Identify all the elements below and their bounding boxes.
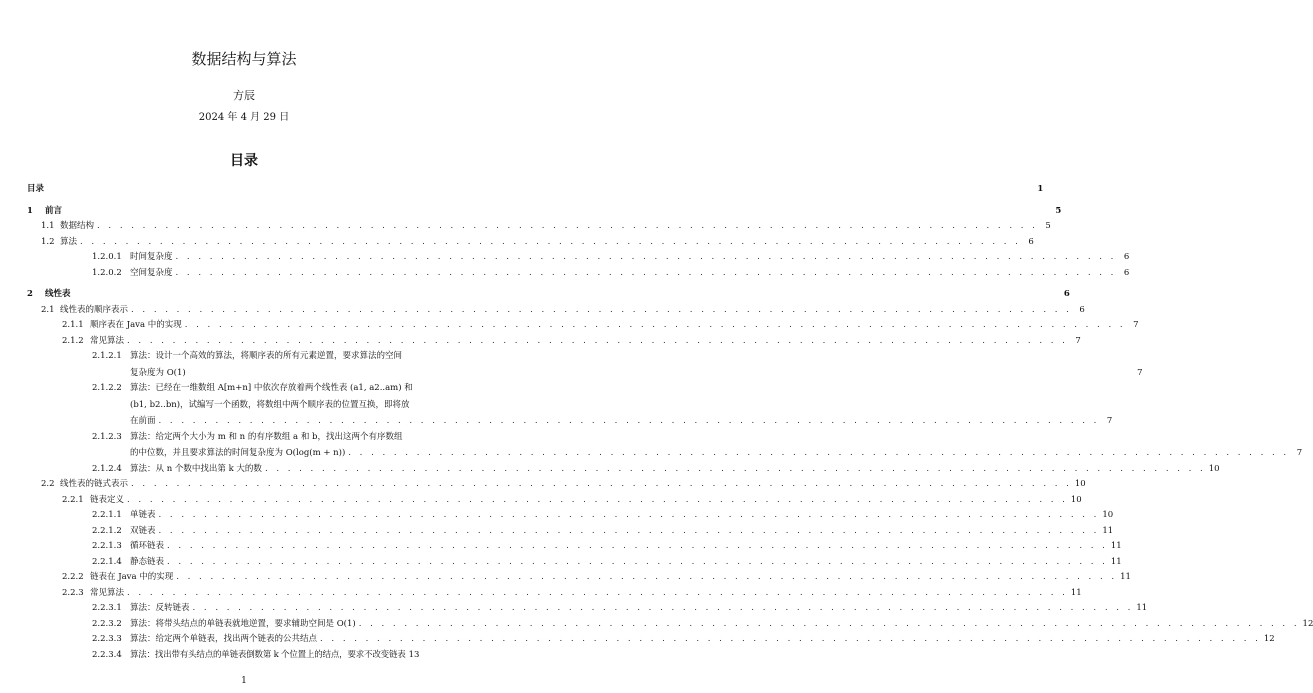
toc-entry-title: 线性表 (45, 289, 71, 299)
toc-entry-title-line: 算法：已经在一维数组 A[m+n] 中依次存放着两个线性表 (a1, a2..am) 和 (130, 383, 413, 393)
toc-entry-title: 数据结构 (60, 221, 95, 231)
toc-entry[interactable] (27, 221, 1051, 233)
toc-entry[interactable] (27, 479, 1086, 491)
toc-entry[interactable] (27, 541, 1122, 553)
toc-entry-title: 空间复杂度 (130, 267, 173, 278)
toc-entry-number: 1.2 (41, 236, 55, 247)
toc-leader-dots (80, 237, 1021, 249)
toc-entry-title-line: 算法：给定两个大小为 m 和 n 的有序数组 a 和 b，找出这两个有序数组 (130, 431, 403, 442)
toc-leader-dots (159, 416, 1100, 428)
toc-leader-dots (127, 495, 1068, 507)
toc-leader-dots (176, 268, 1117, 280)
toc-leader-dots (193, 603, 1134, 615)
toc-entry-number: 2.1 (41, 304, 55, 315)
toc-entry-page: 12 (1263, 634, 1275, 644)
toc-entry[interactable] (27, 572, 1131, 584)
toc-leader-dots (167, 557, 1108, 569)
toc-entry[interactable] (27, 252, 1130, 264)
toc-entry-number: 2.2.1.1 (92, 510, 122, 520)
toc-entry-title: 静态链表 (130, 556, 165, 567)
toc-entry-number: 2.2.1 (62, 494, 84, 505)
toc-entry-title-line: 复杂度为 O(1) (130, 367, 186, 378)
toc-entry[interactable] (27, 618, 1313, 631)
toc-entry-page: 10 (1102, 510, 1114, 520)
toc-entry-number: 2.2.1.4 (92, 556, 122, 567)
toc-leader-dots (348, 448, 1289, 460)
toc-entry-page: 10 (1070, 494, 1082, 505)
toc-entry-title: 链表定义 (90, 494, 125, 505)
toc-entry-page: 7 (1296, 448, 1303, 458)
toc-entry-number: 1.2.0.1 (92, 252, 122, 262)
toc-entry-title-line: 的中位数，并且要求算法的时间复杂度为 O(log(m + n)) (130, 448, 346, 458)
toc-entry-page: 5 (1045, 221, 1051, 231)
toc-leader-dots (167, 541, 1108, 553)
toc-entry-number: 2.1.2.2 (92, 383, 122, 393)
document-author: 方辰 (233, 89, 255, 102)
toc-heading: 目录 (230, 153, 258, 169)
toc-entry-title: 算法：将带头结点的单链表就地逆置，要求辅助空间是 O(1) (130, 618, 356, 629)
toc-entry-page: 6 (1063, 289, 1070, 299)
toc-entry-title: 单链表 (130, 510, 156, 520)
toc-leader-dots (159, 510, 1100, 522)
toc-entry-title: 常见算法 (90, 587, 125, 598)
toc-entry-body (130, 351, 1143, 379)
toc-entry-number: 2.1.2.3 (92, 431, 122, 442)
toc-entry-title: 链表在 Java 中的实现 (90, 572, 174, 582)
toc-entry-number: 2.1.1 (62, 320, 84, 330)
toc-entry-page: 7 (1133, 320, 1139, 330)
toc-entry-number: 2.2.3.4 (92, 649, 122, 660)
toc-entry-page: 11 (1110, 541, 1122, 551)
toc-entry-page: 6 (1028, 236, 1034, 247)
toc-entry-body (130, 432, 1302, 460)
toc-entry[interactable] (27, 184, 1044, 196)
toc-entry-number: 1 (27, 205, 33, 216)
toc-entry-title: 循环链表 (130, 541, 165, 551)
toc-entry[interactable] (27, 525, 1114, 538)
toc-entry-page: 11 (1110, 556, 1122, 567)
toc-entry[interactable] (27, 304, 1085, 317)
toc-entry[interactable] (27, 556, 1122, 569)
toc-entry-number: 2.2.3.1 (92, 603, 122, 613)
toc-leader-dots (359, 619, 1300, 631)
toc-entry-page: 7 (1075, 335, 1081, 346)
document-date: 2024 年 4 月 29 日 (198, 112, 290, 123)
toc-entry-page: 5 (1055, 205, 1062, 216)
toc-entry-page: 10 (1208, 463, 1220, 474)
toc-entry-page: 11 (1136, 603, 1148, 613)
toc-entry-page: 7 (1137, 367, 1143, 378)
toc-entry[interactable] (27, 634, 1275, 646)
toc-entry-title: 线性表的链式表示 (60, 479, 129, 489)
toc-entry-title: 线性表的顺序表示 (60, 304, 129, 315)
toc-leader-dots (176, 572, 1117, 584)
toc-entry-page: 6 (1079, 304, 1085, 315)
toc-entry-number: 2.2.1.2 (92, 525, 122, 536)
toc-entry-number: 2 (27, 289, 33, 299)
toc-entry-number: 2.2.1.3 (92, 541, 122, 551)
toc-entry[interactable] (27, 650, 457, 662)
toc-leader-dots (127, 588, 1068, 600)
toc-leader-dots (97, 221, 1038, 233)
toc-entry-page: 7 (1106, 416, 1113, 426)
toc-entry-page: 13 (408, 649, 420, 660)
toc-entry-page: 11 (1102, 525, 1114, 536)
toc-entry[interactable] (27, 510, 1114, 522)
toc-entry[interactable] (27, 351, 1143, 379)
toc-entry-title: 双链表 (130, 525, 156, 536)
toc-entry-title: 算法：给定两个单链表，找出两个链表的公共结点 (130, 634, 318, 644)
toc-entry-number: 2.1.2.4 (92, 463, 122, 474)
toc-entry-page: 6 (1123, 252, 1130, 262)
toc-entry-title-line: (b1, b2..bn)，试编写一个函数，将数组中两个顺序表的位置互换，即将放 (130, 399, 410, 410)
toc-leader-dots (320, 634, 1261, 646)
toc-entry[interactable] (27, 494, 1082, 507)
toc-entry-number: 2.2 (41, 479, 55, 489)
toc-entry-page: 6 (1123, 267, 1130, 278)
toc-leader-dots (127, 336, 1068, 348)
toc-entry-body (130, 383, 1112, 428)
toc-entry-number: 2.2.3.3 (92, 634, 122, 644)
toc-entry-title: 常见算法 (90, 335, 125, 346)
toc-entry-title: 顺序表在 Java 中的实现 (90, 320, 182, 330)
table-of-contents (27, 184, 1313, 661)
toc-entry-number: 2.2.3.2 (92, 618, 122, 629)
toc-entry-title-line: 算法：设计一个高效的算法，将顺序表的所有元素逆置，要求算法的空间 (130, 351, 403, 361)
toc-entry[interactable] (27, 267, 1130, 280)
toc-entry-title: 目录 (27, 184, 45, 194)
toc-entry-title: 算法：从 n 个数中找出第 k 大的数 (130, 463, 262, 474)
toc-entry-page: 10 (1074, 479, 1086, 489)
toc-entry-title: 前言 (45, 205, 63, 216)
toc-entry[interactable] (27, 603, 1148, 615)
toc-entry-number: 2.1.2 (62, 335, 84, 346)
toc-entry[interactable] (27, 236, 1034, 249)
toc-entry-number: 1.2.0.2 (92, 267, 122, 278)
toc-entry-number: 1.1 (41, 221, 55, 231)
toc-entry[interactable] (27, 205, 1062, 218)
toc-entry-title: 时间复杂度 (130, 252, 173, 262)
toc-entry-number: 2.2.2 (62, 572, 84, 582)
toc-entry[interactable] (27, 335, 1081, 348)
toc-leader-dots (176, 252, 1117, 264)
toc-entry-page: 11 (1070, 587, 1082, 598)
document-title: 数据结构与算法 (191, 50, 297, 68)
toc-leader-dots (159, 526, 1100, 538)
toc-entry-page: 12 (1302, 618, 1313, 629)
toc-entry[interactable] (27, 463, 1220, 476)
toc-entry-number: 2.1.2.1 (92, 351, 122, 361)
toc-entry-page: 1 (1037, 184, 1044, 194)
toc-entry-number: 2.2.3 (62, 587, 84, 598)
toc-entry[interactable] (27, 383, 1113, 428)
toc-leader-dots (265, 464, 1206, 476)
toc-entry-title: 算法 (60, 236, 78, 247)
toc-entry-title-line: 在前面 (130, 416, 156, 426)
toc-entry[interactable] (27, 289, 1070, 301)
toc-leader-dots (131, 479, 1072, 491)
toc-entry-title: 算法：找出带有头结点的单链表倒数第 k 个位置上的结点，要求不改变链表 (130, 649, 406, 660)
toc-entry-title: 算法：反转链表 (130, 603, 190, 613)
toc-leader-dots (131, 305, 1072, 317)
toc-entry[interactable] (27, 587, 1082, 600)
toc-entry[interactable] (27, 431, 1303, 460)
toc-entry[interactable] (27, 320, 1139, 332)
toc-leader-dots (185, 320, 1126, 332)
page-number: 1 (241, 676, 247, 686)
toc-entry-page: 11 (1120, 572, 1131, 582)
